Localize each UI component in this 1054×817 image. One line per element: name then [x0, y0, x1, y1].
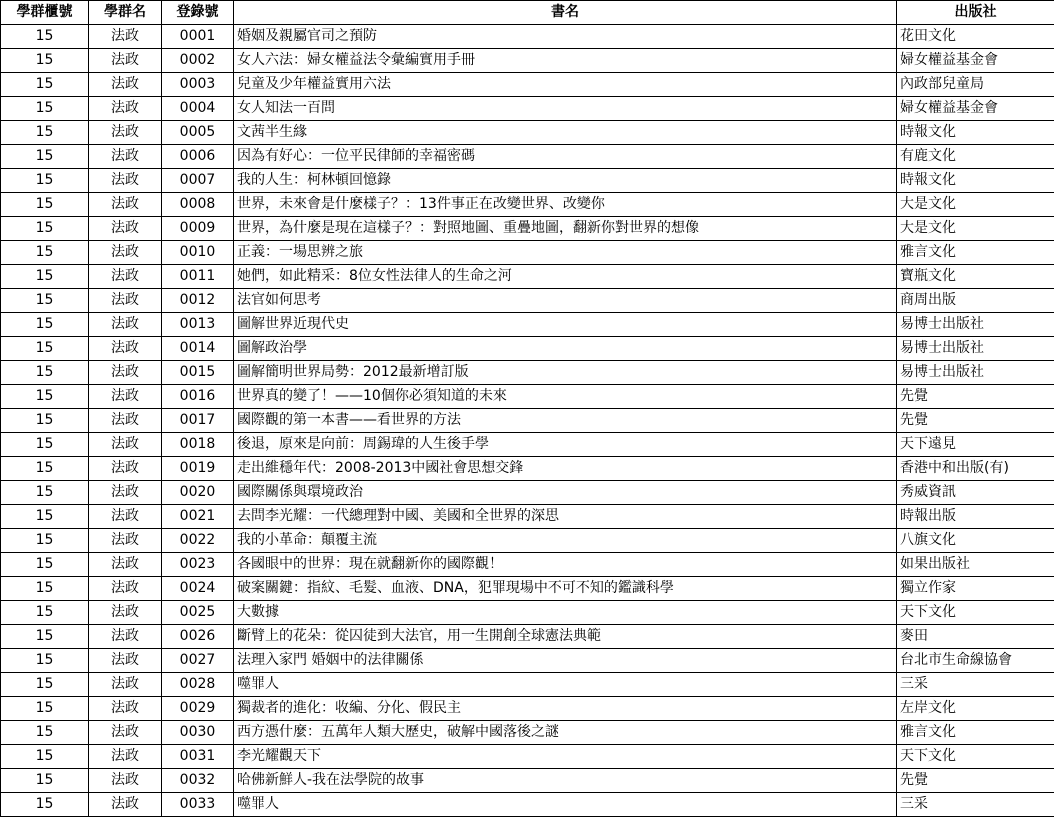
group-name-cell: 法政 — [89, 289, 162, 313]
table-row — [1, 481, 1054, 505]
publisher-cell: 先覺 — [897, 409, 1054, 433]
publisher-cell: 秀威資訊 — [897, 481, 1054, 505]
group-name-cell: 法政 — [89, 577, 162, 601]
group-name-cell: 法政 — [89, 385, 162, 409]
table-row — [1, 577, 1054, 601]
book-title-cell: 婚姻及親屬官司之預防 — [234, 25, 897, 49]
cabinet-number-cell: 15 — [1, 721, 89, 745]
cabinet-number-cell: 15 — [1, 457, 89, 481]
cabinet-number-cell: 15 — [1, 625, 89, 649]
table-row — [1, 601, 1054, 625]
registration-number-cell: 0022 — [162, 529, 234, 553]
book-title-cell: 哈佛新鮮人-我在法學院的故事 — [234, 769, 897, 793]
group-name-cell: 法政 — [89, 601, 162, 625]
table-row — [1, 49, 1054, 73]
registration-number-cell: 0014 — [162, 337, 234, 361]
registration-number-cell: 0001 — [162, 25, 234, 49]
header-registration-number: 登錄號 — [162, 1, 234, 25]
registration-number-cell: 0007 — [162, 169, 234, 193]
registration-number-cell: 0002 — [162, 49, 234, 73]
group-name-cell: 法政 — [89, 97, 162, 121]
table-row — [1, 769, 1054, 793]
publisher-cell: 大是文化 — [897, 193, 1054, 217]
book-title-cell: 後退，原來是向前：周錫瑋的人生後手學 — [234, 433, 897, 457]
cabinet-number-cell: 15 — [1, 745, 89, 769]
book-title-cell: 大數據 — [234, 601, 897, 625]
publisher-cell: 先覺 — [897, 385, 1054, 409]
table-row — [1, 337, 1054, 361]
publisher-cell: 時報文化 — [897, 169, 1054, 193]
registration-number-cell: 0003 — [162, 73, 234, 97]
cabinet-number-cell: 15 — [1, 601, 89, 625]
group-name-cell: 法政 — [89, 529, 162, 553]
publisher-cell: 易博士出版社 — [897, 313, 1054, 337]
book-title-cell: 因為有好心：一位平民律師的幸福密碼 — [234, 145, 897, 169]
group-name-cell: 法政 — [89, 625, 162, 649]
cabinet-number-cell: 15 — [1, 769, 89, 793]
group-name-cell: 法政 — [89, 361, 162, 385]
registration-number-cell: 0028 — [162, 673, 234, 697]
group-name-cell: 法政 — [89, 553, 162, 577]
cabinet-number-cell: 15 — [1, 433, 89, 457]
table-row — [1, 649, 1054, 673]
registration-number-cell: 0025 — [162, 601, 234, 625]
registration-number-cell: 0024 — [162, 577, 234, 601]
book-title-cell: 噬罪人 — [234, 673, 897, 697]
cabinet-number-cell: 15 — [1, 217, 89, 241]
registration-number-cell: 0031 — [162, 745, 234, 769]
cabinet-number-cell: 15 — [1, 553, 89, 577]
registration-number-cell: 0026 — [162, 625, 234, 649]
table-row — [1, 73, 1054, 97]
cabinet-number-cell: 15 — [1, 49, 89, 73]
registration-number-cell: 0004 — [162, 97, 234, 121]
book-title-cell: 西方憑什麼：五萬年人類大歷史，破解中國落後之謎 — [234, 721, 897, 745]
table-row — [1, 193, 1054, 217]
registration-number-cell: 0019 — [162, 457, 234, 481]
cabinet-number-cell: 15 — [1, 697, 89, 721]
table-row — [1, 553, 1054, 577]
group-name-cell: 法政 — [89, 169, 162, 193]
table-row — [1, 697, 1054, 721]
book-title-cell: 我的人生：柯林頓回憶錄 — [234, 169, 897, 193]
group-name-cell: 法政 — [89, 73, 162, 97]
book-title-cell: 正義：一場思辨之旅 — [234, 241, 897, 265]
book-title-cell: 各國眼中的世界：現在就翻新你的國際觀！ — [234, 553, 897, 577]
cabinet-number-cell: 15 — [1, 25, 89, 49]
book-title-cell: 獨裁者的進化：收編、分化、假民主 — [234, 697, 897, 721]
cabinet-number-cell: 15 — [1, 241, 89, 265]
book-title-cell: 噬罪人 — [234, 793, 897, 817]
table-row — [1, 313, 1054, 337]
registration-number-cell: 0015 — [162, 361, 234, 385]
table-row — [1, 97, 1054, 121]
table-row — [1, 433, 1054, 457]
table-row — [1, 385, 1054, 409]
cabinet-number-cell: 15 — [1, 313, 89, 337]
book-title-cell: 法理入家門 婚姻中的法律關係 — [234, 649, 897, 673]
group-name-cell: 法政 — [89, 25, 162, 49]
book-title-cell: 圖解簡明世界局勢：2012最新增訂版 — [234, 361, 897, 385]
group-name-cell: 法政 — [89, 769, 162, 793]
publisher-cell: 天下遠見 — [897, 433, 1054, 457]
book-title-cell: 世界，為什麼是現在這樣子？：對照地圖、重疊地圖，翻新你對世界的想像 — [234, 217, 897, 241]
cabinet-number-cell: 15 — [1, 505, 89, 529]
publisher-cell: 雅言文化 — [897, 241, 1054, 265]
publisher-cell: 商周出版 — [897, 289, 1054, 313]
registration-number-cell: 0006 — [162, 145, 234, 169]
table-row — [1, 169, 1054, 193]
group-name-cell: 法政 — [89, 793, 162, 817]
book-title-cell: 圖解世界近現代史 — [234, 313, 897, 337]
table-row — [1, 145, 1054, 169]
registration-number-cell: 0013 — [162, 313, 234, 337]
group-name-cell: 法政 — [89, 145, 162, 169]
group-name-cell: 法政 — [89, 121, 162, 145]
publisher-cell: 香港中和出版(有) — [897, 457, 1054, 481]
group-name-cell: 法政 — [89, 409, 162, 433]
cabinet-number-cell: 15 — [1, 337, 89, 361]
group-name-cell: 法政 — [89, 505, 162, 529]
book-title-cell: 國際觀的第一本書——看世界的方法 — [234, 409, 897, 433]
group-name-cell: 法政 — [89, 313, 162, 337]
group-name-cell: 法政 — [89, 457, 162, 481]
cabinet-number-cell: 15 — [1, 385, 89, 409]
cabinet-number-cell: 15 — [1, 649, 89, 673]
book-title-cell: 世界，未來會是什麼樣子？：13件事正在改變世界、改變你 — [234, 193, 897, 217]
book-title-cell: 我的小革命：顛覆主流 — [234, 529, 897, 553]
book-title-cell: 破案關鍵：指紋、毛髮、血液、DNA，犯罪現場中不可不知的鑑識科學 — [234, 577, 897, 601]
header-group-name: 學群名 — [89, 1, 162, 25]
registration-number-cell: 0023 — [162, 553, 234, 577]
group-name-cell: 法政 — [89, 217, 162, 241]
publisher-cell: 易博士出版社 — [897, 337, 1054, 361]
registration-number-cell: 0005 — [162, 121, 234, 145]
publisher-cell: 花田文化 — [897, 25, 1054, 49]
registration-number-cell: 0033 — [162, 793, 234, 817]
book-title-cell: 世界真的變了！——10個你必須知道的未來 — [234, 385, 897, 409]
registration-number-cell: 0032 — [162, 769, 234, 793]
table-row — [1, 673, 1054, 697]
registration-number-cell: 0016 — [162, 385, 234, 409]
group-name-cell: 法政 — [89, 697, 162, 721]
registration-number-cell: 0008 — [162, 193, 234, 217]
table-row — [1, 457, 1054, 481]
registration-number-cell: 0018 — [162, 433, 234, 457]
registration-number-cell: 0009 — [162, 217, 234, 241]
cabinet-number-cell: 15 — [1, 73, 89, 97]
publisher-cell: 三采 — [897, 793, 1054, 817]
table-row — [1, 625, 1054, 649]
table-body — [1, 25, 1054, 817]
publisher-cell: 寶瓶文化 — [897, 265, 1054, 289]
book-title-cell: 她們，如此精采：8位女性法律人的生命之河 — [234, 265, 897, 289]
cabinet-number-cell: 15 — [1, 265, 89, 289]
registration-number-cell: 0020 — [162, 481, 234, 505]
book-title-cell: 去問李光耀：一代總理對中國、美國和全世界的深思 — [234, 505, 897, 529]
registration-number-cell: 0030 — [162, 721, 234, 745]
publisher-cell: 台北市生命線協會 — [897, 649, 1054, 673]
group-name-cell: 法政 — [89, 649, 162, 673]
publisher-cell: 有鹿文化 — [897, 145, 1054, 169]
group-name-cell: 法政 — [89, 721, 162, 745]
registration-number-cell: 0010 — [162, 241, 234, 265]
registration-number-cell: 0011 — [162, 265, 234, 289]
book-title-cell: 走出維穩年代：2008-2013中國社會思想交鋒 — [234, 457, 897, 481]
registration-number-cell: 0027 — [162, 649, 234, 673]
publisher-cell: 大是文化 — [897, 217, 1054, 241]
table-row — [1, 721, 1054, 745]
cabinet-number-cell: 15 — [1, 529, 89, 553]
group-name-cell: 法政 — [89, 265, 162, 289]
cabinet-number-cell: 15 — [1, 145, 89, 169]
publisher-cell: 先覺 — [897, 769, 1054, 793]
publisher-cell: 時報出版 — [897, 505, 1054, 529]
cabinet-number-cell: 15 — [1, 481, 89, 505]
header-cabinet-number: 學群櫃號 — [1, 1, 89, 25]
table-row — [1, 745, 1054, 769]
publisher-cell: 雅言文化 — [897, 721, 1054, 745]
table-row — [1, 361, 1054, 385]
header-row — [1, 1, 1054, 25]
group-name-cell: 法政 — [89, 481, 162, 505]
registration-number-cell: 0012 — [162, 289, 234, 313]
book-title-cell: 斷臂上的花朵：從囚徒到大法官，用一生開創全球憲法典範 — [234, 625, 897, 649]
cabinet-number-cell: 15 — [1, 97, 89, 121]
group-name-cell: 法政 — [89, 673, 162, 697]
table-row — [1, 241, 1054, 265]
book-title-cell: 女人六法：婦女權益法令彙編實用手冊 — [234, 49, 897, 73]
group-name-cell: 法政 — [89, 241, 162, 265]
cabinet-number-cell: 15 — [1, 169, 89, 193]
publisher-cell: 內政部兒童局 — [897, 73, 1054, 97]
publisher-cell: 天下文化 — [897, 745, 1054, 769]
cabinet-number-cell: 15 — [1, 409, 89, 433]
group-name-cell: 法政 — [89, 193, 162, 217]
publisher-cell: 天下文化 — [897, 601, 1054, 625]
publisher-cell: 時報文化 — [897, 121, 1054, 145]
book-title-cell: 女人知法一百問 — [234, 97, 897, 121]
cabinet-number-cell: 15 — [1, 793, 89, 817]
book-title-cell: 法官如何思考 — [234, 289, 897, 313]
table-row — [1, 505, 1054, 529]
publisher-cell: 八旗文化 — [897, 529, 1054, 553]
cabinet-number-cell: 15 — [1, 289, 89, 313]
cabinet-number-cell: 15 — [1, 361, 89, 385]
book-title-cell: 文茜半生緣 — [234, 121, 897, 145]
publisher-cell: 如果出版社 — [897, 553, 1054, 577]
publisher-cell: 婦女權益基金會 — [897, 49, 1054, 73]
group-name-cell: 法政 — [89, 745, 162, 769]
book-title-cell: 李光耀觀天下 — [234, 745, 897, 769]
publisher-cell: 三采 — [897, 673, 1054, 697]
publisher-cell: 婦女權益基金會 — [897, 97, 1054, 121]
group-name-cell: 法政 — [89, 337, 162, 361]
publisher-cell: 麥田 — [897, 625, 1054, 649]
table-row — [1, 409, 1054, 433]
table-row — [1, 289, 1054, 313]
group-name-cell: 法政 — [89, 433, 162, 457]
cabinet-number-cell: 15 — [1, 673, 89, 697]
book-title-cell: 兒童及少年權益實用六法 — [234, 73, 897, 97]
registration-number-cell: 0017 — [162, 409, 234, 433]
group-name-cell: 法政 — [89, 49, 162, 73]
registration-number-cell: 0021 — [162, 505, 234, 529]
table-row — [1, 25, 1054, 49]
table-row — [1, 529, 1054, 553]
cabinet-number-cell: 15 — [1, 121, 89, 145]
book-title-cell: 國際關係與環境政治 — [234, 481, 897, 505]
table-row — [1, 121, 1054, 145]
publisher-cell: 獨立作家 — [897, 577, 1054, 601]
registration-number-cell: 0029 — [162, 697, 234, 721]
publisher-cell: 易博士出版社 — [897, 361, 1054, 385]
publisher-cell: 左岸文化 — [897, 697, 1054, 721]
header-book-title: 書名 — [234, 1, 897, 25]
cabinet-number-cell: 15 — [1, 577, 89, 601]
book-title-cell: 圖解政治學 — [234, 337, 897, 361]
table-row — [1, 217, 1054, 241]
cabinet-number-cell: 15 — [1, 193, 89, 217]
header-publisher: 出版社 — [897, 1, 1054, 25]
table-row — [1, 265, 1054, 289]
